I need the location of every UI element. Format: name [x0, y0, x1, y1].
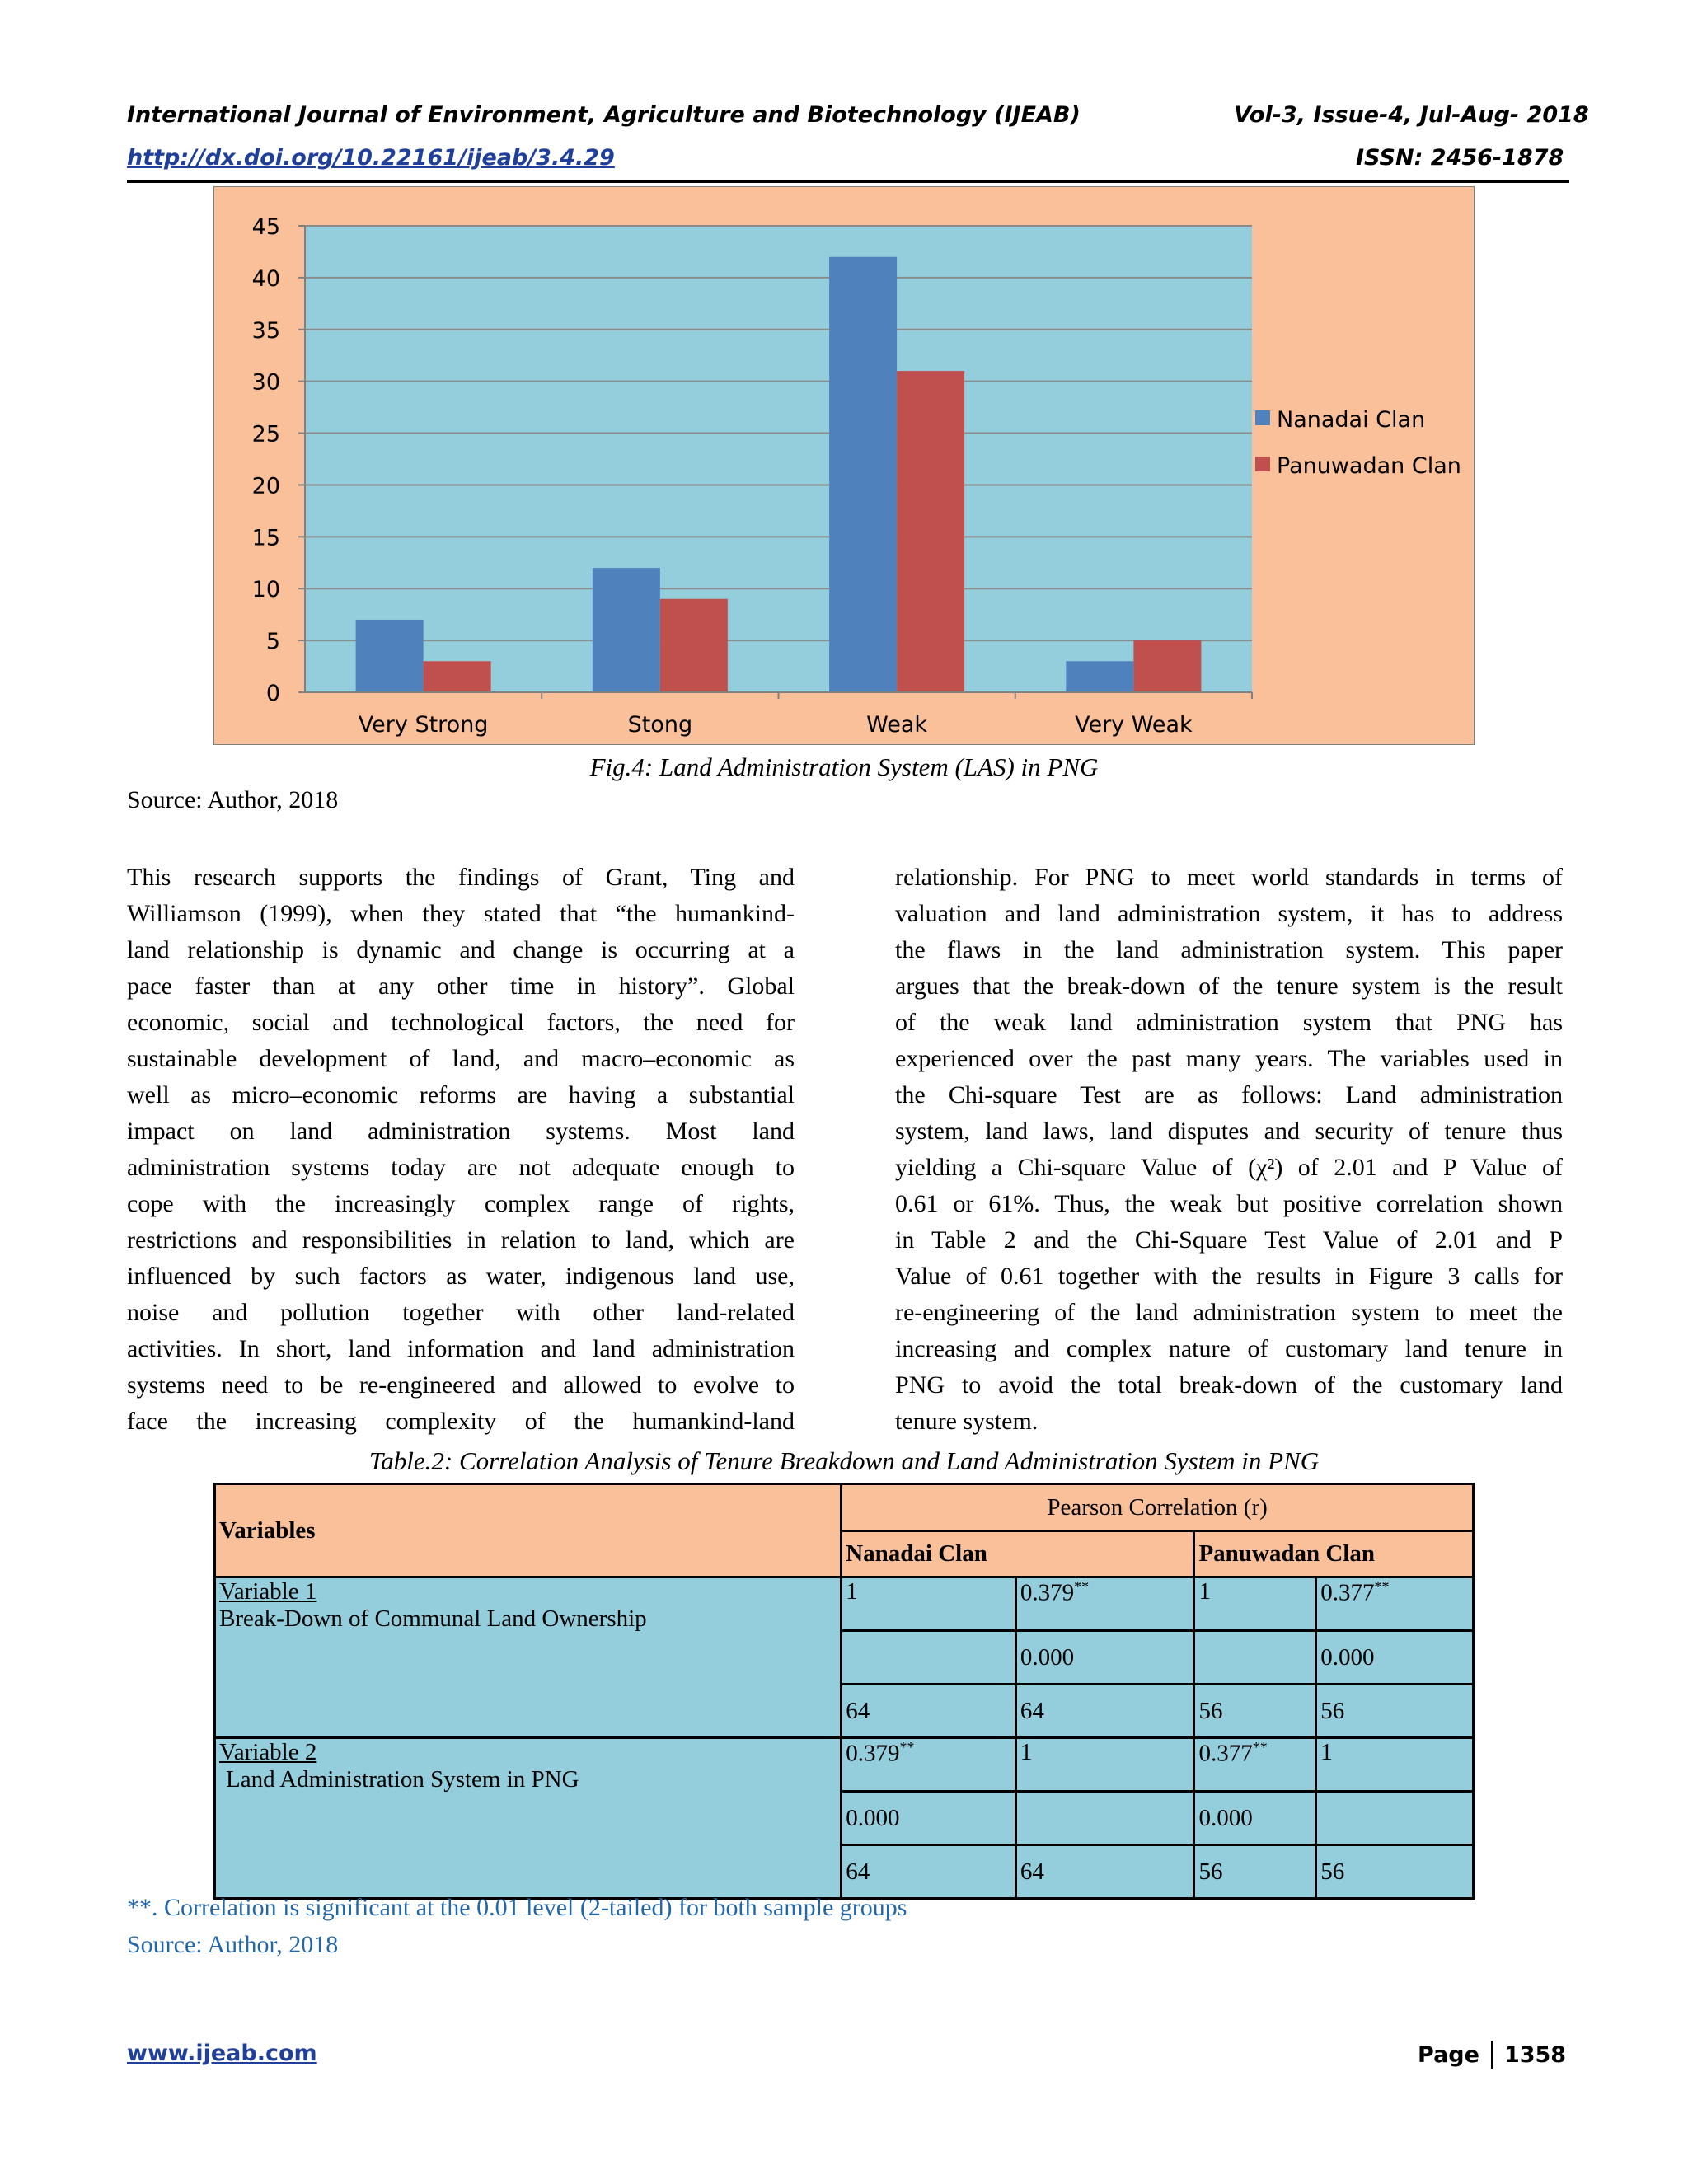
text-line: experienced over the past many years. The variables used in	[895, 1045, 1563, 1072]
table-cell: 1	[842, 1577, 1016, 1631]
y-tick-label: 45	[251, 214, 280, 240]
text-line: cope with the increasingly complex range of rights,	[127, 1190, 795, 1217]
text-line: the flaws in the land administration system. This paper	[895, 936, 1563, 963]
bar-panuwadan-weak	[897, 371, 964, 692]
table-cell: 0.000	[1194, 1792, 1316, 1845]
table-cell	[1194, 1631, 1316, 1685]
table-caption: Table.2: Correlation Analysis of Tenure Breakdown and Land Administration System in PNG	[368, 1446, 1320, 1475]
table-cell: 0.000	[1015, 1631, 1194, 1685]
table-cell	[1316, 1792, 1474, 1845]
x-tick-label: Weak	[866, 712, 928, 738]
bar-panuwadan-stong	[660, 599, 728, 692]
text-line: re-engineering of the land administration system to meet the	[895, 1299, 1563, 1326]
table-cell: 56	[1316, 1685, 1474, 1738]
plot-area	[305, 226, 1252, 692]
page-divider	[1491, 2041, 1493, 2069]
y-tick-label: 0	[265, 681, 280, 706]
variable-2-label: Variable 2	[219, 1739, 317, 1765]
bar-nanadai-very-strong	[356, 620, 424, 692]
text-line: valuation and land administration system, it has to address	[895, 900, 1563, 927]
table-cell: 64	[1015, 1685, 1194, 1738]
text-line: economic, social and technological factors, the need for	[127, 1009, 795, 1036]
table-cell: 0.000	[1316, 1631, 1474, 1685]
x-tick-label: Stong	[627, 712, 693, 738]
table-cell: 64	[842, 1845, 1016, 1899]
pearson-header: Pearson Correlation (r)	[842, 1484, 1474, 1531]
text-line: restrictions and responsibilities in relation to land, which are	[127, 1226, 795, 1254]
variable-1-cell	[215, 1577, 842, 1738]
bar-panuwadan-very-weak	[1133, 640, 1201, 692]
table-cell: 64	[1015, 1845, 1194, 1899]
variables-header: Variables	[215, 1484, 842, 1577]
figure-caption: Fig.4: Land Administration System (LAS) in PNG	[589, 752, 1099, 781]
table-source: Source: Author, 2018	[127, 1931, 339, 1958]
y-tick-label: 5	[265, 629, 280, 655]
text-line: sustainable development of land, and macro–economic as	[127, 1045, 795, 1072]
table-cell: 0.379**	[842, 1738, 1016, 1792]
text-line: in Table 2 and the Chi-Square Test Value of 2.01 and P	[895, 1226, 1563, 1254]
y-tick-label: 15	[251, 525, 280, 551]
figure-source: Source: Author, 2018	[127, 786, 339, 813]
text-line: well as micro–economic reforms are having a substantial	[127, 1081, 795, 1108]
table-note: **. Correlation is significant at the 0.01 level (2-tailed) for both sample groups	[127, 1894, 907, 1921]
nanadai-header: Nanadai Clan	[842, 1531, 1194, 1577]
variable-1-label: Variable 1	[219, 1578, 317, 1605]
body-right-column	[895, 860, 1563, 1440]
text-line: tenure system.	[895, 1408, 1039, 1435]
table-cell: 0.000	[842, 1792, 1016, 1845]
table-cell	[842, 1631, 1016, 1685]
text-line: land relationship is dynamic and change is occurring at a	[127, 936, 795, 963]
text-line: the Chi-square Test are as follows: Land administration	[895, 1081, 1563, 1108]
table-cell: 0.377**	[1194, 1738, 1316, 1792]
volume-info: Vol-3, Issue-4, Jul-Aug- 2018	[1234, 102, 1589, 128]
table-cell: 56	[1316, 1845, 1474, 1899]
table-cell	[1015, 1792, 1194, 1845]
table-cell: 56	[1194, 1845, 1316, 1899]
table-cell: 0.377**	[1316, 1577, 1474, 1631]
journal-title: International Journal of Environment, Agriculture and Biotechnology (IJEAB)	[127, 102, 1081, 128]
text-line: argues that the break-down of the tenure system is the result	[895, 972, 1563, 1000]
correlation-table	[213, 1483, 1475, 1900]
y-tick-label: 30	[251, 369, 280, 396]
text-line: This research supports the findings of Grant, Ting and	[127, 864, 795, 891]
table-cell: 1	[1194, 1577, 1316, 1631]
text-line: increasing and complex nature of customary land tenure in	[895, 1335, 1563, 1362]
text-line: systems need to be re-engineered and allowed to evolve to	[127, 1371, 795, 1399]
y-tick-label: 35	[251, 317, 280, 344]
y-tick-label: 25	[251, 421, 280, 448]
y-tick-label: 20	[251, 473, 280, 499]
text-line: relationship. For PNG to meet world standards in terms of	[895, 864, 1563, 891]
table-cell: 64	[842, 1685, 1016, 1738]
legend-swatch	[1255, 457, 1270, 471]
bar-nanadai-weak	[829, 257, 897, 692]
text-line: PNG to avoid the total break-down of the customary land	[895, 1371, 1563, 1399]
x-tick-label: Very Weak	[1075, 712, 1193, 738]
text-line: pace faster than at any other time in history”. Global	[127, 972, 795, 1000]
x-tick-label: Very Strong	[358, 712, 489, 738]
text-line: noise and pollution together with other land-related	[127, 1299, 795, 1326]
variable-1-desc: Break-Down of Communal Land Ownership	[219, 1605, 647, 1632]
page-number: 1358	[1503, 2041, 1567, 2068]
variable-2-cell	[215, 1738, 842, 1899]
text-line: impact on land administration systems. Most land	[127, 1118, 795, 1145]
text-line: 0.61 or 61%. Thus, the weak but positive correlation shown	[895, 1190, 1563, 1217]
bar-chart	[213, 186, 1475, 745]
doi-link[interactable]: http://dx.doi.org/10.22161/ijeab/3.4.29	[127, 145, 615, 171]
y-tick-label: 40	[251, 265, 280, 292]
header-rule	[127, 180, 1569, 183]
table-cell: 1	[1015, 1738, 1194, 1792]
page-label: Page	[1418, 2041, 1479, 2068]
panuwadan-header: Panuwadan Clan	[1194, 1531, 1474, 1577]
website-link[interactable]: www.ijeab.com	[127, 2041, 317, 2066]
text-line: activities. In short, land information and land administration	[127, 1335, 795, 1362]
bar-nanadai-stong	[593, 568, 660, 692]
text-line: of the weak land administration system that PNG has	[895, 1009, 1563, 1036]
legend-swatch	[1255, 410, 1270, 425]
legend-label: Panuwadan Clan	[1277, 453, 1461, 479]
table-cell: 56	[1194, 1685, 1316, 1738]
text-line: Williamson (1999), when they stated that “the humankind-	[127, 900, 795, 927]
table-cell: 1	[1316, 1738, 1474, 1792]
legend-label: Nanadai Clan	[1277, 407, 1426, 433]
text-line: influenced by such factors as water, indigenous land use,	[127, 1263, 795, 1290]
text-line: face the increasing complexity of the humankind-land	[127, 1408, 795, 1435]
y-tick-label: 10	[251, 577, 280, 603]
page-footer	[1418, 2041, 1566, 2069]
body-left-column	[127, 860, 795, 1440]
bar-panuwadan-very-strong	[424, 661, 491, 692]
table-cell: 0.379**	[1015, 1577, 1194, 1631]
text-line: administration systems today are not adequate enough to	[127, 1154, 795, 1181]
text-line: system, land laws, land disputes and security of tenure thus	[895, 1118, 1563, 1145]
text-line: Value of 0.61 together with the results in Figure 3 calls for	[895, 1263, 1563, 1290]
text-line: yielding a Chi-square Value of (χ²) of 2.01 and P Value of	[895, 1154, 1563, 1181]
variable-2-desc: Land Administration System in PNG	[226, 1766, 579, 1793]
bar-nanadai-very-weak	[1066, 661, 1133, 692]
issn: ISSN: 2456-1878	[1356, 145, 1564, 171]
